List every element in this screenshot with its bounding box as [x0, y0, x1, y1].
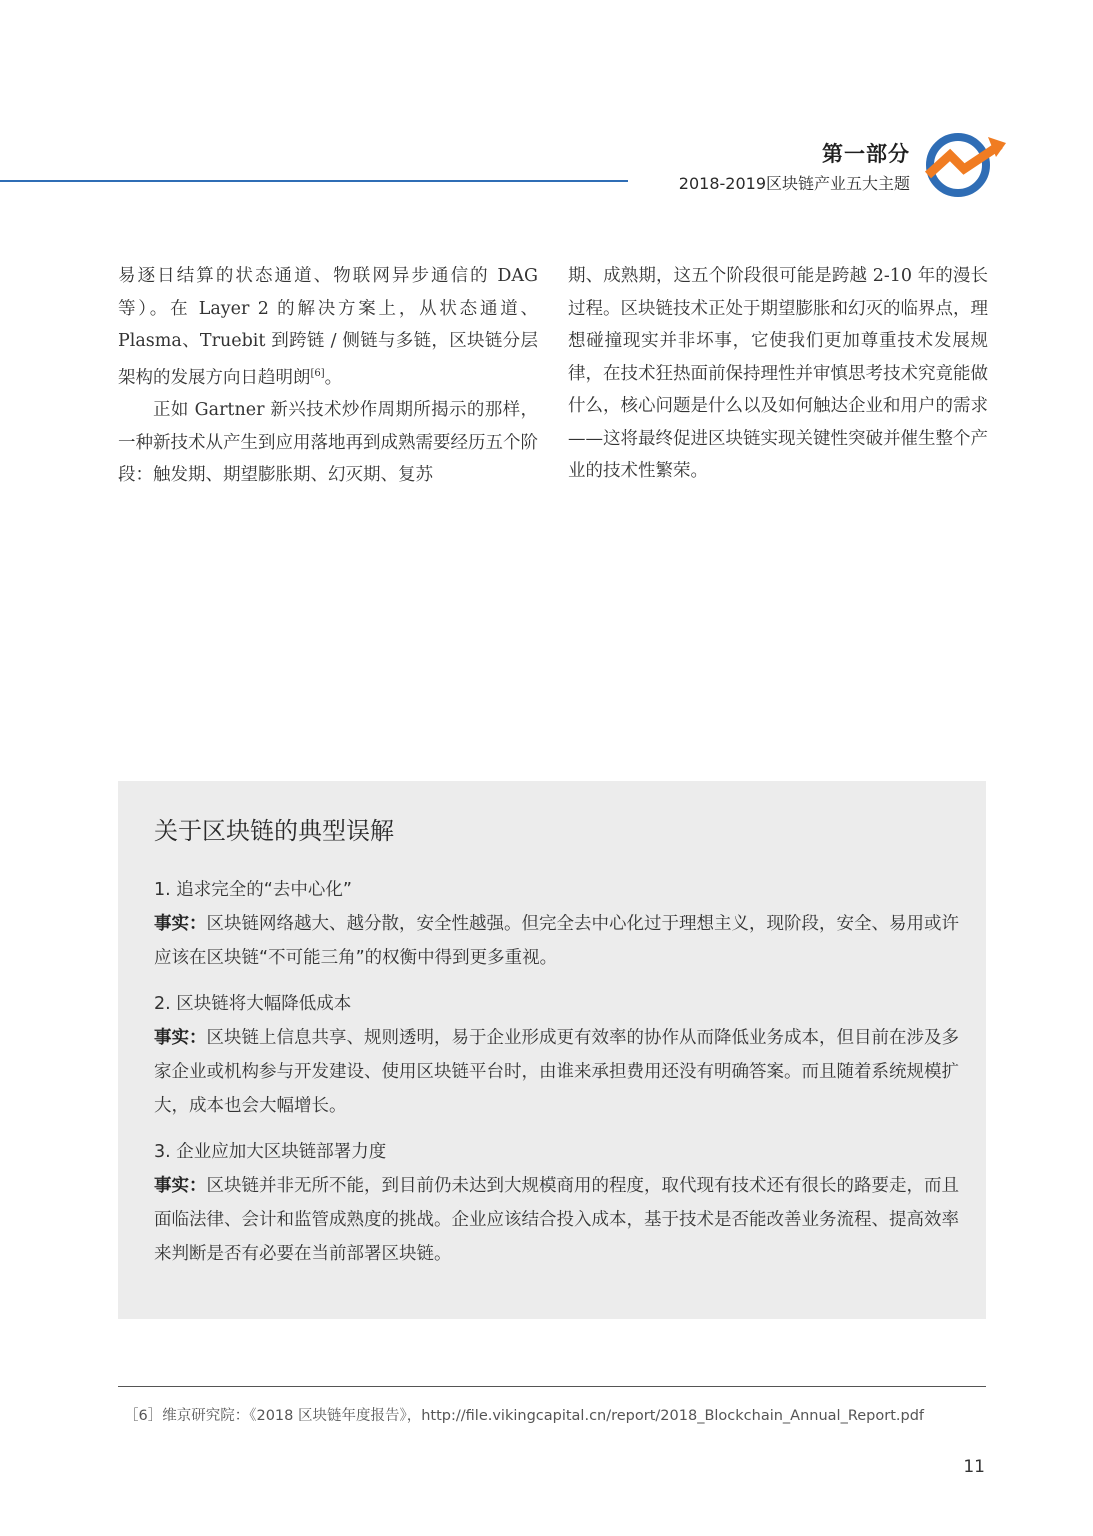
footnote: ［6］维京研究院：《2018 区块链年度报告》，http://file.vikingcapital.cn/report/2018_Blockchain_Annual_Report.pdf — [124, 1408, 925, 1424]
misconception-heading: 3. 企业应加大区块链部署力度 — [154, 1142, 387, 1162]
misconception-heading: 2. 区块链将大幅降低成本 — [154, 994, 352, 1014]
box-title: 关于区块链的典型误解 — [154, 817, 394, 845]
footnote-rule — [118, 1386, 986, 1387]
paragraph: 期、成熟期，这五个阶段很可能是跨越 2-10 年的漫长过程。区块链技术正处于期望膨胀和幻灭的临界点，理想碰撞现实并非坏事，它使我们更加尊重技术发展规律，在技术狂热面前保持理性并审慎思考技术究竟能做什么，核心问题是什么以及如何触达企业和用户的需求——这将最终促进区块链实现关键性突破并催生整个产业的技术性繁荣。 — [568, 266, 988, 481]
misconception-fact: 事实：区块链上信息共享、规则透明，易于企业形成更有效率的协作从而降低业务成本，但目前在涉及多家企业或机构参与开发建设、使用区块链平台时，由谁来承担费用还没有明确答案。而且随着系统规模扩大，成本也会大幅增长。 — [154, 1028, 959, 1116]
body-column-left — [118, 260, 538, 492]
misconception-fact: 事实：区块链网络越大、越分散，安全性越强。但完全去中心化过于理想主义，现阶段，安全、易用或许应该在区块链“不可能三角”的权衡中得到更多重视。 — [154, 914, 959, 968]
box-content — [154, 873, 962, 1283]
section-subtitle: 2018-2019区块链产业五大主题 — [678, 174, 910, 193]
misconceptions-box — [118, 781, 986, 1319]
body-column-right — [568, 260, 988, 488]
page-number: 11 — [963, 1457, 985, 1477]
header-rule — [0, 180, 628, 182]
paragraph: 易逐日结算的状态通道、物联网异步通信的 DAG 等）。在 Layer 2 的解决方案上，从状态通道、Plasma、Truebit 到跨链 / 侧链与多链，区块链分层架构的发展方向日趋明朗[6]。 — [118, 266, 538, 388]
section-title: 第一部分 — [822, 142, 910, 166]
misconception-fact: 事实：区块链并非无所不能，到目前仍未达到大规模商用的程度，取代现有技术还有很长的路要走，而且面临法律、会计和监管成熟度的挑战。企业应该结合投入成本，基于技术是否能改善业务流程、提高效率来判断是否有必要在当前部署区块链。 — [154, 1176, 959, 1264]
growth-logo-icon — [922, 129, 1006, 201]
misconception-heading: 1. 追求完全的“去中心化” — [154, 880, 352, 900]
paragraph: 正如 Gartner 新兴技术炒作周期所揭示的那样，一种新技术从产生到应用落地再到成熟需要经历五个阶段：触发期、期望膨胀期、幻灭期、复苏 — [118, 400, 538, 485]
footnote-ref[interactable]: [6] — [310, 367, 325, 379]
